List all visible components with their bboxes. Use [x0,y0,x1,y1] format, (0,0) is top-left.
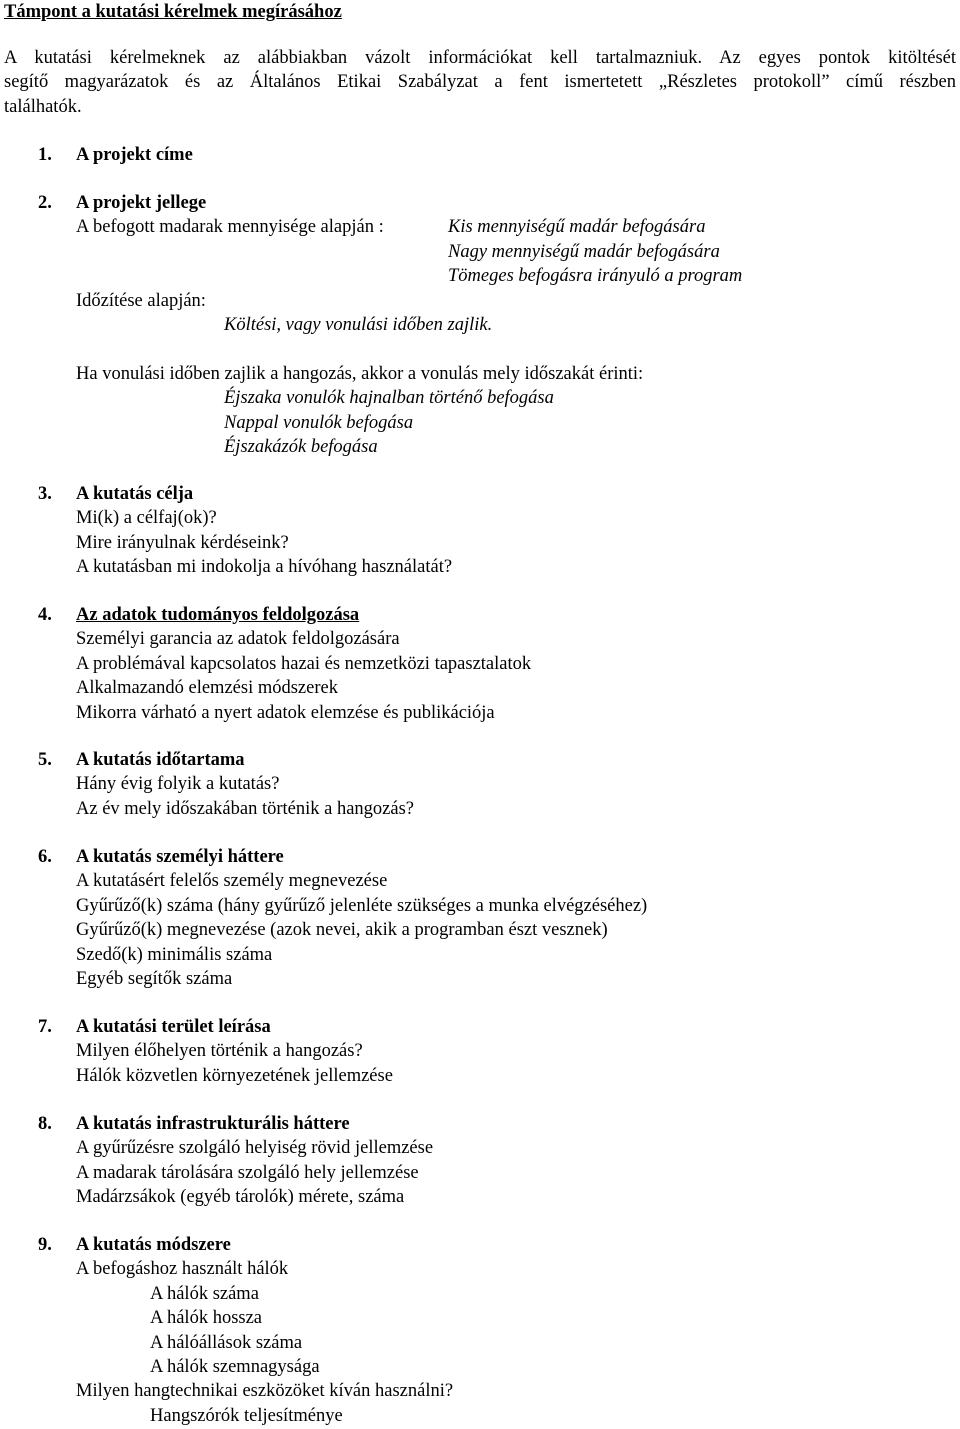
migration-option: Éjszaka vonulók hajnalban történő befogása [224,388,554,409]
sound-label: Milyen hangtechnikai eszközöket kíván használni? [76,1381,454,1402]
list-item-text: A problémával kapcsolatos hazai és nemzetközi tapasztalatok [76,653,532,674]
sub-list-item [38,1331,938,1355]
section-title: A kutatás időtartama [76,750,245,770]
list-item [38,797,938,821]
section-title: A kutatás személyi háttere [76,847,284,867]
section-8 [38,1112,938,1210]
migration-question: Ha vonulási időben zajlik a hangozás, akkor a vonulás mely időszakát érinti: [76,363,644,384]
sub-list-item-text: A hálók száma [150,1283,259,1304]
sub-list-item-text: A hálók hossza [150,1308,263,1329]
migration-row [38,386,938,410]
list-item-text: A gyűrűzésre szolgáló helyiség rövid jellemzése [76,1138,434,1159]
list-item-text: Gyűrűző(k) száma (hány gyűrűző jelenléte szükséges a munka elvégzéséhez) [76,895,648,916]
list-item [38,894,938,918]
section-heading [38,748,938,772]
list-item-text: A kutatásban mi indokolja a hívóhang használatát? [76,557,453,578]
section-heading [38,1015,938,1039]
list-item-text: Madárzsákok (egyéb tárolók) mérete, száma [76,1187,405,1208]
section-heading [38,603,938,627]
timing-row [38,289,938,313]
section-title: A kutatás infrastrukturális háttere [76,1114,350,1134]
list-item [38,1039,938,1063]
quantity-option: Nagy mennyiségű madár befogására [448,241,720,262]
list-item [38,918,938,942]
sub-list-item-text: Hangszórók teljesítménye [150,1405,343,1426]
list-item [38,531,938,555]
list-item-text: Mire irányulnak kérdéseink? [76,532,289,553]
section-number: 9. [38,1235,52,1255]
migration-row [38,435,938,459]
intro-line: segítő magyarázatok és az Általános Etikai Szabályzat a fent ismertetett „Részletes protokoll” című részben [4,72,956,93]
list-item-text: Mi(k) a célfaj(ok)? [76,508,217,529]
list-item [38,1064,938,1088]
timing-option: Költési, vagy vonulási időben zajlik. [224,314,493,335]
list-item-text: Egyéb segítők száma [76,968,233,989]
list-item-text: Alkalmazandó elemzési módszerek [76,678,338,699]
timing-label: Időzítése alapján: [76,290,206,311]
section-title: A projekt jellege [76,193,207,213]
list-item-text: Az év mely időszakában történik a hangozás? [76,798,415,819]
sub-list-item [38,1404,938,1428]
list-item-text: Személyi garancia az adatok feldolgozására [76,629,400,650]
list-item [38,701,938,725]
section-heading [38,482,938,506]
intro-line: A kutatási kérelmeknek az alábbiakban vázolt információkat kell tartalmazniuk. Az egyes pontok kitöltését [4,48,956,68]
intro-line: találhatók. [4,96,82,117]
section-number: 1. [38,145,52,165]
quantity-option: Tömeges befogásra irányuló a program [448,266,743,287]
list-item [38,943,938,967]
list-item-text: A kutatásért felelős személy megnevezése [76,871,388,892]
section-title: A projekt címe [76,145,193,165]
section-number: 7. [38,1017,52,1037]
spacer [38,337,938,361]
timing-row [38,313,938,337]
list-item [38,1257,938,1281]
section-heading [38,1112,938,1136]
sub-list-item [38,1282,938,1306]
list-item-text: Hány évig folyik a kutatás? [76,774,280,795]
section-title: A kutatás módszere [76,1235,231,1255]
section-3 [38,482,938,580]
section-2 [38,191,938,459]
quantity-row [38,264,938,288]
section-number: 8. [38,1114,52,1134]
list-item [38,506,938,530]
intro-paragraph [4,46,956,119]
list-item [38,967,938,991]
quantity-row [38,240,938,264]
section-4 [38,603,938,725]
list-item-text: Gyűrűző(k) megnevezése (azok nevei, akik a programban észt vesznek) [76,920,608,941]
section-7 [38,1015,938,1088]
section-heading [38,143,938,167]
list-item-text: Hálók közvetlen környezetének jellemzése [76,1065,393,1086]
list-item [38,869,938,893]
list-item [38,627,938,651]
list-item [38,1185,938,1209]
list-item-text: Milyen élőhelyen történik a hangozás? [76,1041,363,1062]
section-title: A kutatási terület leírása [76,1017,271,1037]
section-heading [38,1233,938,1257]
sub-list-item-text: A hálók szemnagysága [150,1356,320,1377]
list-item-text: Mikorra várható a nyert adatok elemzése és publikációja [76,702,495,723]
section-number: 6. [38,847,52,867]
list-item [38,676,938,700]
nets-label: A befogáshoz használt hálók [76,1259,289,1280]
list-item [38,555,938,579]
quantity-label: A befogott madarak mennyisége alapján : [76,217,384,238]
section-number: 2. [38,193,52,213]
quantity-option: Kis mennyiségű madár befogására [448,217,706,238]
section-6 [38,845,938,991]
list-item [38,1379,938,1403]
list-item [38,1161,938,1185]
section-heading [38,191,938,215]
sub-list-item-text: A hálóállások száma [150,1332,303,1353]
sub-list-item [38,1306,938,1330]
migration-option: Nappal vonulók befogása [224,412,414,433]
list-item [38,1136,938,1160]
section-1 [38,143,938,167]
section-5 [38,748,938,821]
section-title: A kutatás célja [76,484,194,504]
section-number: 5. [38,750,52,770]
section-9 [38,1233,938,1428]
section-number: 4. [38,605,52,625]
document-title: Támpont a kutatási kérelmek megírásához [4,2,342,22]
list-item [38,772,938,796]
list-item-text: Szedő(k) minimális száma [76,944,273,965]
sub-list-item [38,1355,938,1379]
section-number: 3. [38,484,52,504]
migration-option: Éjszakázók befogása [224,436,378,457]
migration-row [38,411,938,435]
list-item-text: A madarak tárolására szolgáló hely jellemzése [76,1162,419,1183]
quantity-row [38,215,938,239]
section-title: Az adatok tudományos feldolgozása [76,605,360,625]
section-heading [38,845,938,869]
list-item [38,652,938,676]
migration-row [38,362,938,386]
